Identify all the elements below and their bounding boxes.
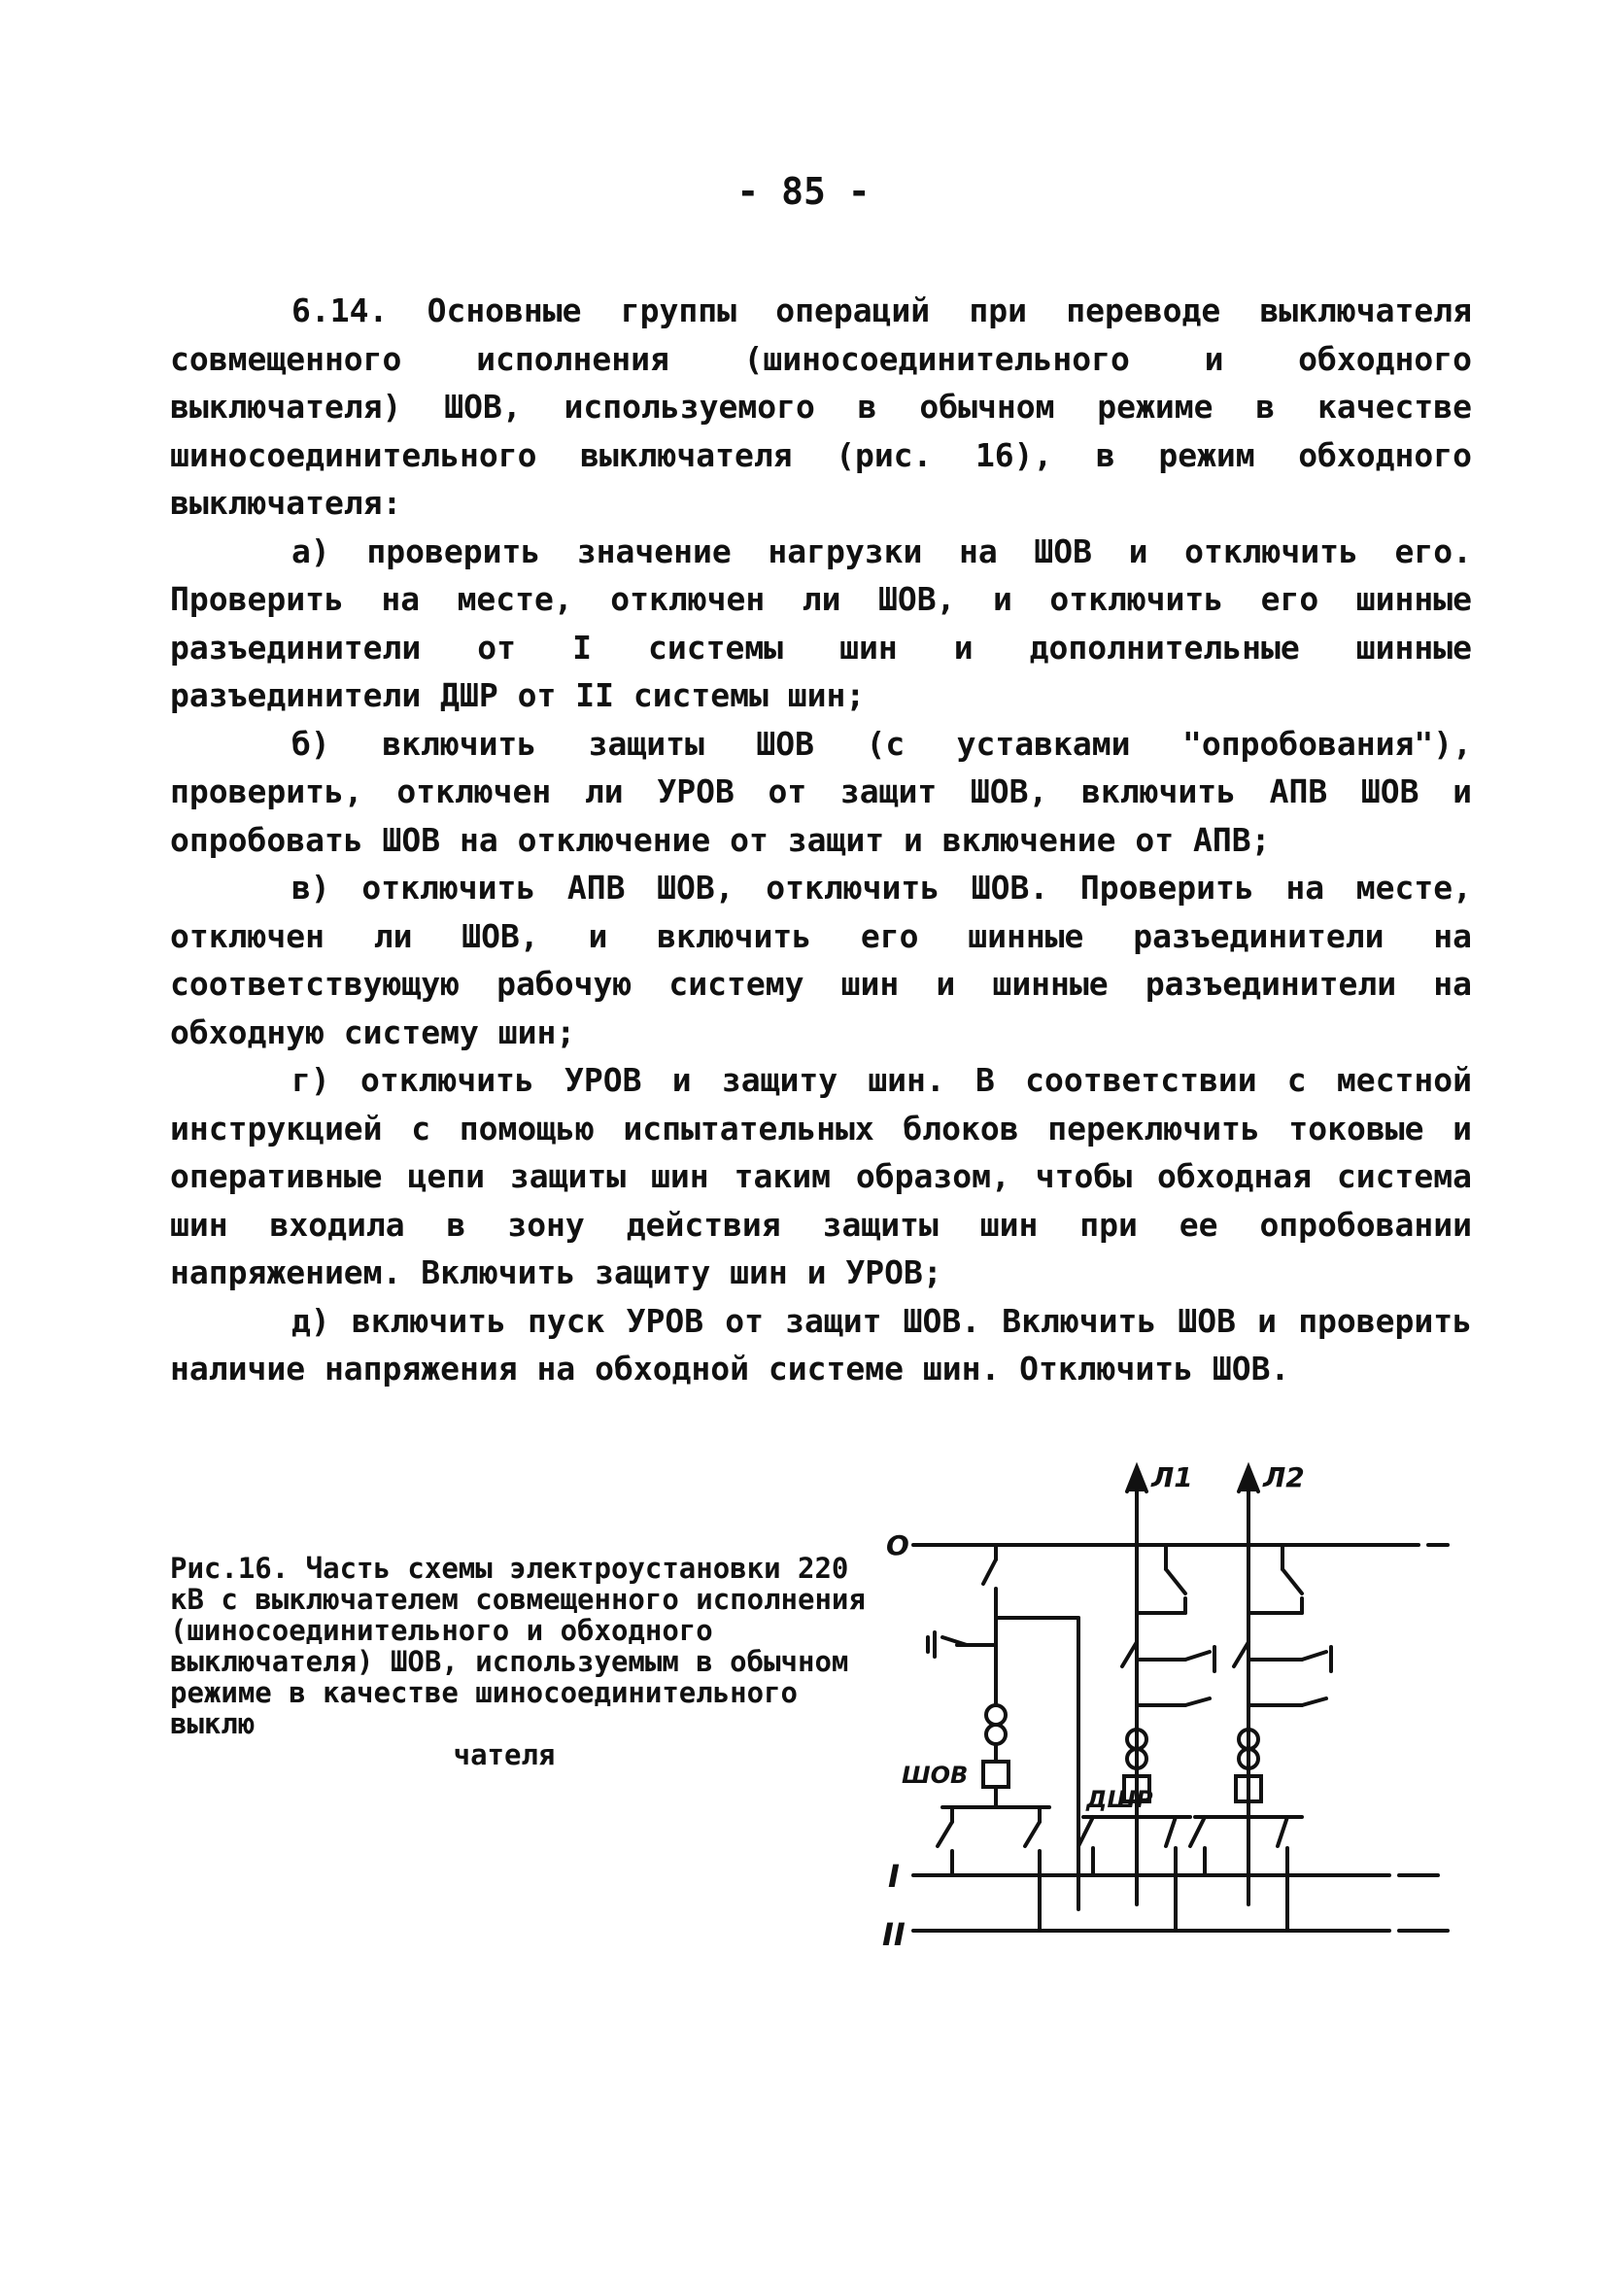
page-number: - 85 - [736, 170, 871, 213]
item-v: в) отключить АПВ ШОВ, отключить ШОВ. Проверить на месте, отключен ли ШОВ, и включить его шинные разъединители на соответствующую рабочую систему шин и шинные разъединители на обходную систему шин; [170, 869, 1472, 1051]
label-shov: ШОВ [902, 1762, 969, 1789]
body-text [170, 287, 1472, 1393]
label-bus-o: О [886, 1529, 909, 1561]
figure-caption-end: чателя [453, 1738, 556, 1771]
item-g: г) отключить УРОВ и защиту шин. В соответствии с местной инструкцией с помощью испытательных блоков переключить токовые и оперативные цепи защиты шин таким образом, чтобы обходная система шин входила в зону действия защиты шин при ее опробовании напряжением. Включить защиту шин и УРОВ; [170, 1061, 1472, 1291]
figure-caption-main: Рис.16. Часть схемы электроустановки 220 кВ с выключателем совмещенного исполнения (шиносоединительного и обходного выключателя) ШОВ, используемым в обычном режиме в качестве шиносоединительного выклю [170, 1552, 866, 1740]
shov-breaker [983, 1762, 1009, 1787]
item-b: б) включить защиты ШОВ (с уставками "опробования"), проверить, отключен ли УРОВ от защит ШОВ, включить АПВ ШОВ и опробовать ШОВ на отключение от защит и включение от АПВ; [170, 724, 1472, 859]
label-bus-2: II [882, 1916, 906, 1953]
item-d: д) включить пуск УРОВ от защит ШОВ. Включить ШОВ и проверить наличие напряжения на обходной системе шин. Отключить ШОВ. [170, 1301, 1472, 1388]
label-line1: Л1 [1151, 1461, 1193, 1493]
electrical-scheme [874, 1448, 1457, 2011]
section-paragraph: 6.14. Основные группы операций при переводе выключателя совмещенного исполнения (шиносоединительного и обходного выключателя) ШОВ, используемого в обычном режиме в качестве шиносоединительного выключателя (рис. 16), в режим обходного выключателя: [170, 291, 1472, 522]
label-line2: Л2 [1263, 1461, 1305, 1493]
label-dshr: ДШР [1086, 1786, 1153, 1813]
label-bus-1: I [888, 1858, 900, 1895]
item-a: а) проверить значение нагрузки на ШОВ и отключить его. Проверить на месте, отключен ли ШОВ, и отключить его шинные разъединители от I системы шин и дополнительные шинные разъединители ДШР от II системы шин; [170, 531, 1472, 714]
figure-caption [170, 1553, 877, 1770]
